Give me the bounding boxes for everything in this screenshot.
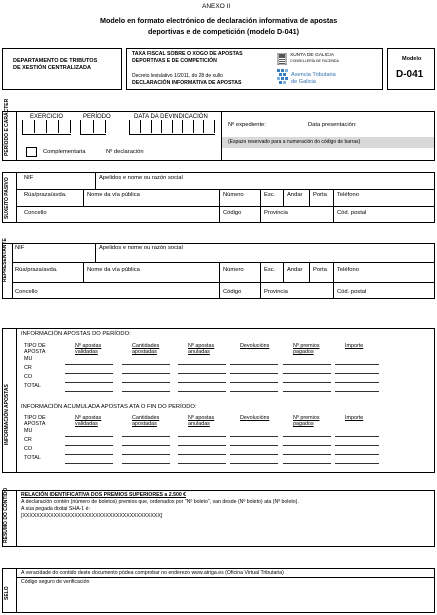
decree-line1: Decreto lexislativo 1/2011, do 28 de xullo: [132, 73, 223, 79]
value-field[interactable]: [65, 373, 113, 374]
xunta-line1: XUNTA DE GALICIA: [290, 53, 334, 58]
value-field[interactable]: [178, 373, 226, 374]
value-field[interactable]: [283, 436, 331, 437]
row-label: TOTAL: [24, 383, 41, 389]
representative-door-label: Porta: [313, 267, 327, 273]
row-label: CO: [24, 446, 33, 452]
taxpayer-stair-label: Esc.: [264, 192, 276, 198]
value-field[interactable]: [283, 391, 331, 392]
value-field[interactable]: [122, 445, 170, 446]
tax-line2: DEPORTIVAS E DE COMPETICIÓN: [132, 58, 217, 64]
column-header: Importe: [345, 415, 364, 421]
row-label: CR: [24, 437, 32, 443]
representative-nif-label: NIF: [15, 245, 25, 251]
row-label: MU: [24, 428, 33, 434]
taxpayer-street-name-label: Nome da vía pública: [87, 192, 140, 198]
column-header: Cantidades: [132, 343, 160, 349]
representative-phone-label: Teléfono: [337, 267, 359, 273]
file-number-label: Nº expediente:: [228, 122, 266, 128]
value-field[interactable]: [178, 436, 226, 437]
value-field[interactable]: [65, 436, 113, 437]
representative-number-label: Número: [223, 267, 244, 273]
taxpayer-code-label: Código: [223, 210, 242, 216]
summary-line2: A súa pegada dixital SHA-1 é:: [21, 506, 90, 512]
column-header: Devolucións: [240, 415, 270, 421]
row-label: TOTAL: [24, 455, 41, 461]
atriga-logo: [276, 68, 289, 87]
taxpayer-council-label: Concello: [24, 210, 47, 216]
column-header-sub: pagados: [293, 349, 314, 355]
accrual-date-input[interactable]: [129, 120, 215, 135]
representative-floor-label: Andar: [287, 267, 303, 273]
representative-street-type-label: Rúa/praza/avda.: [15, 267, 58, 273]
value-field[interactable]: [283, 373, 331, 374]
value-field[interactable]: [335, 364, 379, 365]
column-header-sub: apostadas: [132, 349, 157, 355]
value-field[interactable]: [283, 463, 331, 464]
value-field[interactable]: [335, 373, 379, 374]
taxpayer-name-label: Apelidos e nome ou razón social: [99, 175, 183, 181]
value-field[interactable]: [122, 391, 170, 392]
value-field[interactable]: [122, 454, 170, 455]
seal-line2: Código seguro de verificación: [21, 579, 90, 585]
taxpayer-postal-label: Cód. postal: [337, 210, 367, 216]
atriga-line1: Axencia Tributaria: [291, 72, 336, 78]
value-field[interactable]: [283, 445, 331, 446]
value-field[interactable]: [230, 445, 278, 446]
period-side-label: PERÍODO E CARÁCTER: [4, 98, 10, 156]
column-header: Nº premios: [293, 415, 320, 421]
xunta-logo: [277, 52, 287, 64]
value-field[interactable]: [230, 364, 278, 365]
value-field[interactable]: [335, 454, 379, 455]
representative-province-label: Provincia: [264, 289, 288, 295]
value-field[interactable]: [335, 436, 379, 437]
row-label: MU: [24, 356, 33, 362]
column-header: Cantidades: [132, 415, 160, 421]
value-field[interactable]: [335, 391, 379, 392]
accrual-date-label: DATA DA DEVINDICACIÓN: [134, 114, 208, 120]
taxpayer-side-label: SUXEITO PASIVO: [4, 177, 10, 219]
value-field[interactable]: [65, 391, 113, 392]
period-label: PERÍODO: [83, 114, 111, 120]
value-field[interactable]: [122, 373, 170, 374]
value-field[interactable]: [283, 454, 331, 455]
column-header: TIPO DE: [24, 415, 46, 421]
barcode-note: (Espazo reservado para a numeración do código de barras): [228, 139, 361, 145]
representative-name-label: Apelidos e nome ou razón social: [99, 245, 183, 251]
representative-postal-label: Cód. postal: [337, 289, 367, 295]
value-field[interactable]: [178, 463, 226, 464]
column-header: Devolucións: [240, 343, 270, 349]
department-box: [2, 48, 122, 90]
summary-title: RELACIÓN IDENTIFICATIVA DOS PREMIOS SUPERIORES a 2.500 €: [21, 492, 187, 498]
value-field[interactable]: [122, 463, 170, 464]
representative-street-name-label: Nome da vía pública: [87, 267, 140, 273]
taxpayer-floor-label: Andar: [287, 192, 303, 198]
atriga-line2: de Galicia: [291, 79, 316, 85]
value-field[interactable]: [178, 445, 226, 446]
model-box: [387, 48, 435, 90]
column-header-sub: APOSTA: [24, 421, 46, 427]
model-code: D-041: [396, 69, 424, 80]
model-label: Modelo: [402, 56, 422, 62]
value-field[interactable]: [335, 463, 379, 464]
taxpayer-door-label: Porta: [313, 192, 327, 198]
column-header: TIPO DE: [24, 343, 46, 349]
exercise-label: EXERCICIO: [30, 114, 64, 120]
representative-code-label: Código: [223, 289, 242, 295]
value-field[interactable]: [283, 382, 331, 383]
column-header-sub: anuladas: [188, 349, 210, 355]
column-header-sub: validadas: [75, 421, 98, 427]
annex-label: ANEXO II: [202, 3, 231, 10]
value-field[interactable]: [122, 436, 170, 437]
tax-info-box: [126, 48, 383, 90]
row-label: CR: [24, 365, 32, 371]
taxpayer-phone-label: Teléfono: [337, 192, 359, 198]
value-field[interactable]: [230, 382, 278, 383]
value-field[interactable]: [178, 382, 226, 383]
seal-side-label: SELO: [4, 586, 10, 600]
summary-side-label: RESUMO DO CONTIDO: [3, 487, 9, 543]
representative-side-label: REPRESENTANTE: [2, 238, 8, 282]
summary-line1: A declaración contén (número de boletos) premios que, ordenados por "Nº boleto", van desde (Nº boleto) ata (Nº boleto).: [21, 499, 299, 505]
declaration-number-label: Nº declaración: [106, 149, 144, 155]
value-field[interactable]: [230, 436, 278, 437]
column-header-sub: pagados: [293, 421, 314, 427]
value-field[interactable]: [122, 382, 170, 383]
value-field[interactable]: [65, 445, 113, 446]
department-line2: DE XESTIÓN CENTRALIZADA: [13, 65, 91, 71]
department-line1: DEPARTAMENTO DE TRIBUTOS: [13, 58, 98, 64]
value-field[interactable]: [122, 364, 170, 365]
presentation-date-label: Data presentación:: [308, 122, 357, 128]
column-header-sub: APOSTA: [24, 349, 46, 355]
value-field[interactable]: [65, 454, 113, 455]
column-header-sub: validadas: [75, 349, 98, 355]
value-field[interactable]: [65, 382, 113, 383]
column-header-sub: anuladas: [188, 421, 210, 427]
form-title-line1: Modelo en formato electrónico de declaración informativa de apostas: [100, 16, 338, 25]
cumulative-betting-title: INFORMACIÓN ACUMULADA APOSTAS ATA O FIN DO PERÍODO:: [21, 404, 197, 410]
xunta-line2: CONSELLERÍA DE FACENDA: [290, 59, 339, 63]
tax-line1: TAXA FISCAL SOBRE O XOGO DE APOSTAS: [132, 51, 243, 57]
column-header: Nº apostas: [75, 343, 102, 349]
value-field[interactable]: [178, 364, 226, 365]
value-field[interactable]: [230, 463, 278, 464]
exercise-input[interactable]: [22, 120, 71, 135]
column-header: Nº apostas: [188, 343, 215, 349]
value-field[interactable]: [230, 454, 278, 455]
complementary-label: Complementaria: [43, 149, 86, 155]
betting-section: [2, 328, 435, 473]
column-header-sub: apostadas: [132, 421, 157, 427]
row-label: CO: [24, 374, 33, 380]
summary-fingerprint: [XXXXXXXXXXXXXXXXXXXXXXXXXXXXXXXXXXXXXXXX]: [21, 513, 163, 519]
representative-council-label: Concello: [15, 289, 38, 295]
betting-side-label: INFORMACIÓN APOSTAS: [4, 384, 10, 445]
value-field[interactable]: [335, 382, 379, 383]
taxpayer-province-label: Provincia: [264, 210, 288, 216]
value-field[interactable]: [178, 391, 226, 392]
period-betting-title: INFORMACIÓN APOSTAS DO PERÍODO:: [21, 331, 131, 337]
value-field[interactable]: [230, 391, 278, 392]
value-field[interactable]: [65, 463, 113, 464]
column-header: Nº apostas: [188, 415, 215, 421]
representative-stair-label: Esc.: [264, 267, 276, 273]
taxpayer-number-label: Número: [223, 192, 244, 198]
complementary-checkbox[interactable]: [26, 147, 37, 157]
taxpayer-nif-label: NIF: [24, 175, 34, 181]
value-field[interactable]: [230, 373, 278, 374]
column-header: Importe: [345, 343, 364, 349]
column-header: Nº apostas: [75, 415, 102, 421]
value-field[interactable]: [283, 364, 331, 365]
seal-line1: A veracidade do contido deste documento pódea comprobar no enderezo www.atriga.es (Oficina Virtual Tributaria): [21, 570, 284, 576]
value-field[interactable]: [335, 445, 379, 446]
decree-line2: DECLARACIÓN INFORMATIVA DE APOSTAS: [132, 80, 242, 86]
form-title-line2: deportivas e de competición (modelo D-041): [148, 27, 299, 36]
column-header: Nº premios: [293, 343, 320, 349]
value-field[interactable]: [65, 364, 113, 365]
value-field[interactable]: [178, 454, 226, 455]
period-input[interactable]: [80, 120, 106, 135]
taxpayer-street-type-label: Rúa/praza/avda.: [24, 192, 67, 198]
